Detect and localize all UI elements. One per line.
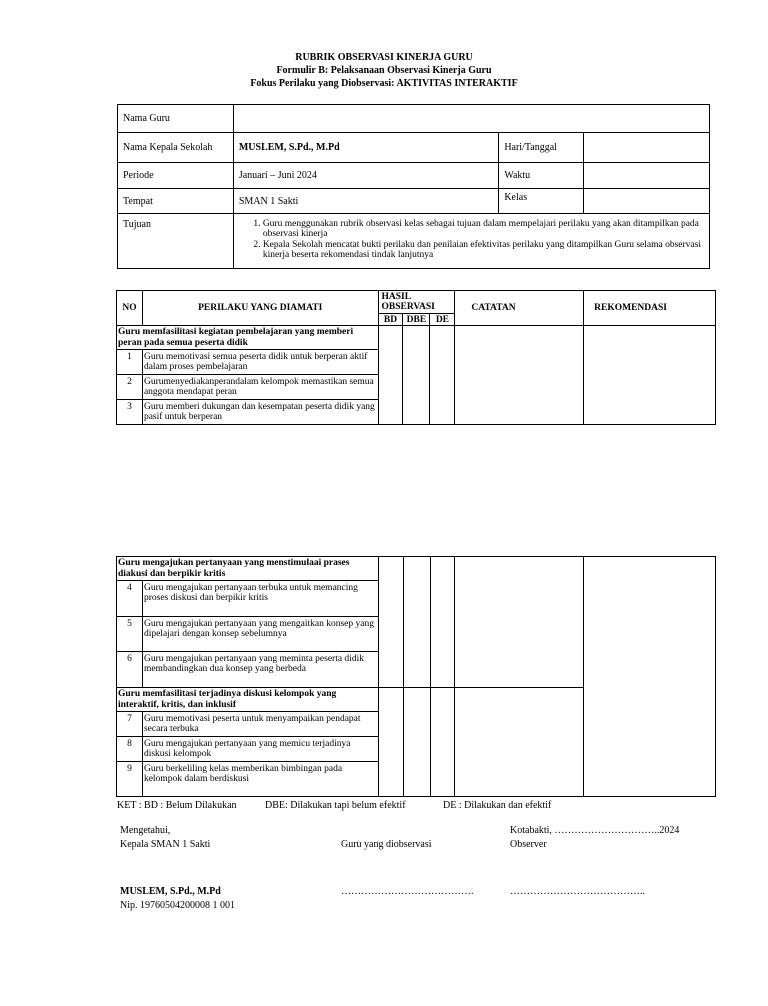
item-number: 7 bbox=[117, 712, 143, 737]
item-text: Guru mengajukan pertanyaan yang memicu terjadinya diskusi kelompok bbox=[142, 737, 378, 762]
periode-label: Periode bbox=[118, 163, 234, 189]
ket-de: DE : Dilakukan dan efektif bbox=[443, 800, 552, 811]
dbe-cell[interactable] bbox=[403, 326, 430, 425]
col-perilaku-header: PERILAKU YANG DIAMATI bbox=[142, 291, 378, 326]
section-title: Guru memfasilitasi terjadinya diskusi kelompok yang interaktif, kritis, dan inklusif bbox=[117, 688, 379, 712]
tempat-label: Tempat bbox=[118, 189, 234, 214]
rekomendasi-cell[interactable] bbox=[584, 557, 716, 797]
hari-field[interactable] bbox=[584, 133, 710, 163]
item-text: Guru berkeliling kelas memberikan bimbingan pada kelompok dalam berdiskusi bbox=[142, 762, 378, 797]
kelas-field[interactable] bbox=[584, 189, 710, 214]
section-title: Guru mengajukan pertanyaan yang menstimulaai prases diakusi dan berpikir kritis bbox=[117, 557, 379, 581]
tempat-value: SMAN 1 Sakti bbox=[233, 189, 499, 214]
item-text: Guru memberi dukungan dan kesempatan peserta didik yang pasif untuk berperan bbox=[142, 400, 378, 425]
kepala-label: Nama Kepala Sekolah bbox=[118, 133, 234, 163]
item-number: 2 bbox=[117, 375, 143, 400]
kepala-sekolah-nip: Nip. 19760504200008 1 001 bbox=[120, 900, 235, 911]
mengetahui-label: Mengetahui, bbox=[120, 825, 171, 836]
kepala-value: MUSLEM, S.Pd., M.Pd bbox=[233, 133, 499, 163]
tujuan-item: 2. Kepala Sekolah mencatat bukti perilaku dan penilaian efektivitas perilaku yang ditampilkan Guru selama observasi kinerja beserta rekomendasi tindak lanjutnya bbox=[263, 240, 709, 260]
observation-table-part2 bbox=[116, 556, 716, 797]
item-text: Guru mengajukan pertanyaan terbuka untuk memancing proses diskusi dan berpikir kritis bbox=[142, 581, 378, 617]
waktu-field[interactable] bbox=[584, 163, 710, 189]
kota-tanggal: Kotabakti, …………………………..2024 bbox=[510, 825, 680, 836]
de-cell[interactable] bbox=[430, 688, 455, 797]
catatan-cell[interactable] bbox=[455, 688, 584, 797]
tujuan-list bbox=[239, 219, 709, 260]
item-text: Guru mengajukan pertanyaan yang mengaitkan konsep yang dipelajari dengan konsep sebelumnya bbox=[142, 617, 378, 652]
col-de-header: DE bbox=[430, 314, 455, 326]
col-dbe-header: DBE bbox=[403, 314, 430, 326]
form-title: RUBRIK OBSERVASI KINERJA GURU bbox=[295, 52, 473, 63]
col-catatan-header: CATATAN bbox=[455, 291, 584, 326]
form-subtitle: Formulir B: Pelaksanaan Observasi Kinerja Guru bbox=[276, 65, 492, 76]
item-number: 1 bbox=[117, 350, 143, 375]
section-title: Guru memfasilitasi kegiatan pembelajaran yang memberi peran pada semua peserta didik bbox=[117, 326, 379, 350]
form-focus: Fokus Perilaku yang Diobservasi: AKTIVITAS INTERAKTIF bbox=[250, 78, 518, 89]
item-number: 5 bbox=[117, 617, 143, 652]
waktu-label: Waktu bbox=[499, 163, 584, 189]
item-number: 6 bbox=[117, 652, 143, 688]
bd-cell[interactable] bbox=[378, 326, 403, 425]
tujuan-label: Tujuan bbox=[118, 214, 234, 269]
catatan-cell[interactable] bbox=[455, 557, 584, 688]
guru-diobservasi-label: Guru yang diobservasi bbox=[341, 839, 432, 850]
catatan-cell[interactable] bbox=[455, 326, 584, 425]
item-number: 9 bbox=[117, 762, 143, 797]
kepala-sekolah-name: MUSLEM, S.Pd., M.Pd bbox=[120, 886, 221, 897]
observer-signature-line[interactable]: ………………………………….. bbox=[510, 886, 645, 897]
nama-guru-label: Nama Guru bbox=[118, 105, 234, 133]
item-number: 3 bbox=[117, 400, 143, 425]
hari-label: Hari/Tanggal bbox=[499, 133, 584, 163]
dbe-cell[interactable] bbox=[403, 688, 430, 797]
ket-bd: KET : BD : Belum Dilakukan bbox=[117, 800, 237, 811]
kepala-sekolah-title: Kepala SMAN 1 Sakti bbox=[120, 839, 211, 850]
item-text: Gurumenyediakanperandalam kelompok memastikan semua anggota mendapat peran bbox=[142, 375, 378, 400]
tujuan-list-cell bbox=[233, 214, 709, 269]
col-hasil-header: HASIL OBSERVASI bbox=[378, 291, 455, 314]
rekomendasi-cell[interactable] bbox=[584, 326, 716, 425]
de-cell[interactable] bbox=[430, 557, 455, 688]
item-text: Guru mengajukan pertanyaan yang meminta peserta didik membandingkan dua konsep yang berbeda bbox=[142, 652, 378, 688]
col-rekomendasi-header: REKOMENDASI bbox=[584, 291, 716, 326]
observer-label: Observer bbox=[510, 839, 547, 850]
bd-cell[interactable] bbox=[378, 688, 403, 797]
guru-signature-line[interactable]: …………………………………. bbox=[341, 886, 474, 897]
kelas-label: Kelas bbox=[499, 189, 584, 214]
info-table bbox=[117, 104, 710, 269]
bd-cell[interactable] bbox=[378, 557, 403, 688]
de-cell[interactable] bbox=[430, 326, 455, 425]
observation-table-part1 bbox=[116, 290, 716, 425]
ket-dbe: DBE: Dilakukan tapi belum efektif bbox=[265, 800, 406, 811]
nama-guru-field[interactable] bbox=[233, 105, 709, 133]
col-no-header: NO bbox=[117, 291, 143, 326]
item-number: 8 bbox=[117, 737, 143, 762]
item-text: Guru memotivasi peserta untuk menyampaikan pendapat secara terbuka bbox=[142, 712, 378, 737]
item-text: Guru memotivasi semua peserta didik untuk berperan aktif dalam proses pembelajaran bbox=[142, 350, 378, 375]
dbe-cell[interactable] bbox=[403, 557, 430, 688]
item-number: 4 bbox=[117, 581, 143, 617]
tujuan-item: 1. Guru menggunakan rubrik observasi kelas sebagai tujuan dalam mempelajari perilaku yang akan ditampilkan pada observasi kinerja bbox=[263, 219, 709, 239]
col-bd-header: BD bbox=[378, 314, 403, 326]
periode-value: Januari – Juni 2024 bbox=[233, 163, 499, 189]
